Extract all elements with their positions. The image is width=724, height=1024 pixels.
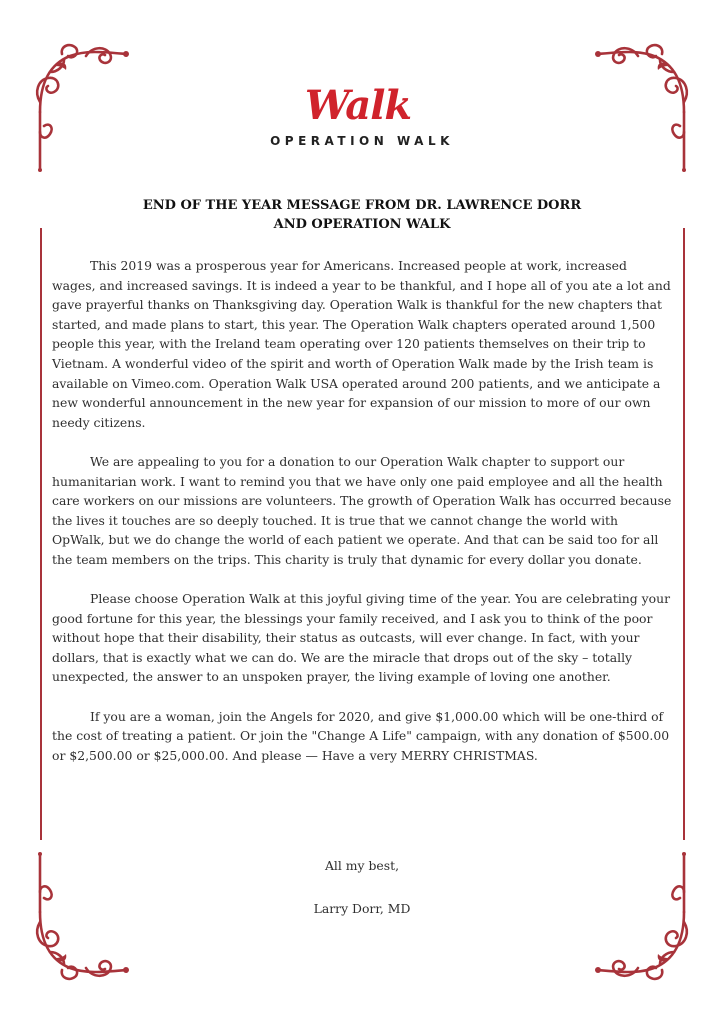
flourish-icon (594, 42, 694, 172)
corner-ornament-top-right (594, 42, 694, 172)
signature-line: Larry Dorr, MD (313, 901, 411, 916)
corner-ornament-bottom-left (30, 852, 130, 982)
letter-body (52, 256, 672, 785)
logo-wordmark: Walk (304, 82, 412, 129)
title-line-2: AND OPERATION WALK (273, 217, 451, 232)
border-line-right (683, 228, 685, 840)
paragraph-4: If you are a woman, join the Angels for 2020, and give $1,000.00 which will be one-third of the cost of treating a patient. Or join the "Change A Life" campaign, with any donation of $500.00 or $2,500.00 or $25,000.00. And please — Have a very MERRY CHRISTMAS. (52, 708, 670, 763)
logo-subtitle: OPERATION WALK (270, 134, 454, 148)
title-line-1: END OF THE YEAR MESSAGE FROM DR. LAWRENCE DORR (142, 198, 582, 213)
paragraph-1: This 2019 was a prosperous year for Americans. Increased people at work, increased wages, and increased savings. It is indeed a year to be thankful, and I hope all of you ate a lot and gave prayerful thanks on Thanksgiving day. Operation Walk is thankful for the new chapters that started, and made plans to start, this year. The Operation Walk chapters operated around 1,500 people this year, with the Ireland team operating over 120 patients themselves on their trip to Vietnam. A wonderful video of the spirit and worth of Operation Walk made by the Irish team is available on Vimeo.com. Operation Walk USA operated around 200 patients, and we anticipate a new wonderful announcement in the new year for expansion of our mission to more of our own needy citizens. (52, 258, 671, 430)
operation-walk-logo (262, 84, 462, 154)
paragraph-2: We are appealing to you for a donation to our Operation Walk chapter to support our humanitarian work. I want to remind you that we have only one paid employee and all the health care workers on our missions are volunteers. The growth of Operation Walk has occurred because the lives it touches are so deeply touched. It is true that we cannot change the world with OpWalk, but we do change the world of each patient we operate. And that can be said too for all the team members on the trips. This charity is truly that dynamic for every dollar you donate. (52, 453, 672, 567)
corner-ornament-top-left (30, 42, 130, 172)
flourish-icon (30, 852, 130, 982)
flourish-icon (594, 852, 694, 982)
flourish-icon (30, 42, 130, 172)
letter-title (100, 196, 624, 234)
border-line-left (40, 228, 42, 840)
corner-ornament-bottom-right (594, 852, 694, 982)
paragraph-3: Please choose Operation Walk at this joyful giving time of the year. You are celebrating your good fortune for this year, the blessings your family received, and I ask you to think of the poor without hope that their disability, their status as outcasts, will ever change. In fact, with your dollars, that is exactly what we can do. We are the miracle that drops out of the sky – totally unexpected, the answer to an unspoken prayer, the living example of loving one another. (52, 591, 670, 685)
closing-line: All my best, (324, 858, 400, 873)
